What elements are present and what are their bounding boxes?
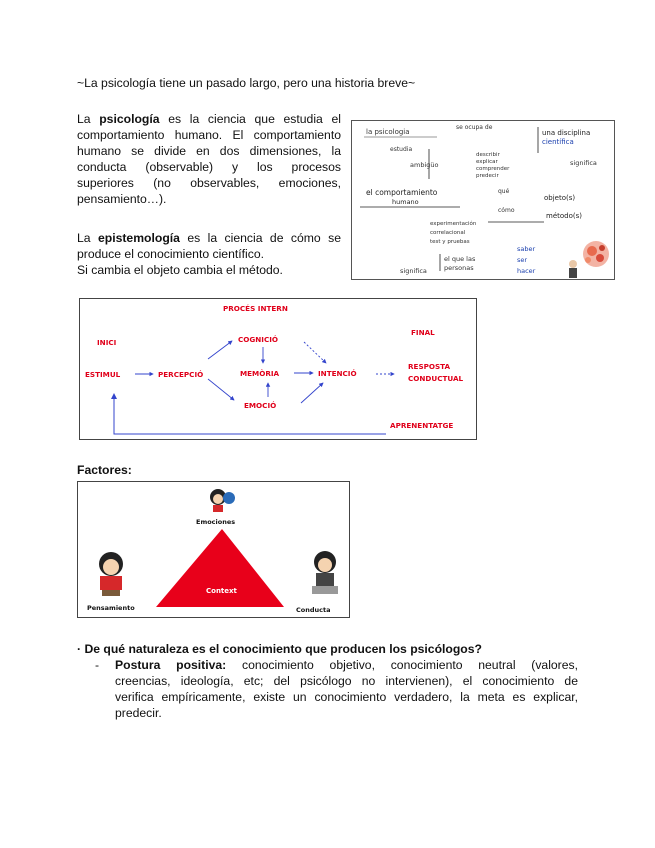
cm-bottom-left: significa [400, 267, 427, 275]
mafalda-emociones-figure [210, 489, 235, 512]
mafalda-pensamiento-figure [99, 552, 123, 596]
cm-note-4: predecir [476, 173, 499, 179]
factors-heading: Factores: [77, 463, 132, 477]
cm-como: cómo [498, 207, 515, 214]
psychology-line-4: conducta (observable) y los procesos [77, 160, 341, 174]
feedback-arrowhead [111, 393, 117, 399]
label-conducta: Conducta [296, 606, 331, 614]
cm-metodo: método(s) [546, 212, 582, 220]
arrow-cognicio-intencio [304, 342, 326, 363]
positive-stance-line-2: creencias, ideología, etc; del psicólogo no intervienen), el conocimiento de [115, 674, 578, 688]
cm-top-center: se ocupa de [456, 124, 493, 131]
cm-que: qué [498, 188, 510, 195]
cm-lower-1: experimentación [430, 221, 477, 227]
label-proces-intern: PROCÉS INTERN [223, 304, 288, 313]
cm-personas-2: personas [444, 264, 474, 272]
cm-br-2: ser [517, 256, 528, 264]
positive-stance-label: Postura positiva: [115, 658, 227, 672]
label-memoria: MEMÒRIA [240, 369, 280, 378]
cm-right-top-1: una disciplina [542, 129, 591, 137]
cm-comport-1: el comportamiento [366, 188, 438, 197]
question-text: De qué naturaleza es el conocimiento que producen los psicólogos? [84, 642, 482, 656]
label-final: FINAL [411, 328, 435, 337]
psychology-paragraph [77, 111, 341, 207]
cm-br-3: hacer [517, 267, 536, 275]
epistemology-line-1: La epistemología es la ciencia de cómo se [77, 231, 341, 245]
label-aprenentatge: APRENENTATGE [390, 421, 454, 430]
concept-map-image [351, 120, 615, 280]
psychology-line-3: humano se divide en dos dimensiones, la [77, 144, 341, 158]
psychology-line-6: pensamiento…). [77, 192, 167, 206]
label-pensamiento: Pensamiento [87, 604, 135, 612]
epistemology-paragraph [77, 230, 341, 278]
cm-lower-2: correlacional [430, 230, 466, 236]
psychology-line-2: comportamiento humano. El comportamiento [77, 128, 341, 142]
epistemology-term: epistemología [97, 231, 180, 245]
positive-stance-dash: - [95, 658, 100, 672]
cm-br-1: saber [517, 245, 536, 253]
positive-stance-line-4: predecir. [115, 706, 162, 720]
positive-stance-line-3: verifica empíricamente, existe un conocimiento verdadero, la meta es explicar, [115, 690, 578, 704]
label-inici: INICI [97, 338, 117, 347]
label-emociones: Emociones [196, 518, 236, 526]
cm-title-left: la psicologia [366, 128, 410, 136]
arrow-percepcio-emocio [208, 379, 234, 400]
cm-ambiguo: ambigüo [410, 161, 439, 169]
label-resposta-1: RESPOSTA [408, 362, 451, 371]
psychology-line-1: La psicología es la ciencia que estudia el [77, 112, 341, 126]
mafalda-conducta-figure [312, 551, 338, 594]
cm-lower-3: test y pruebas [430, 239, 470, 245]
cm-personas-1: el que las [444, 255, 476, 263]
arrow-emocio-intencio [301, 383, 323, 403]
intro-quote: ~La psicología tiene un pasado largo, pero una historia breve~ [77, 76, 416, 90]
cm-estudia: estudia [390, 146, 413, 153]
label-percepcio: PERCEPCIÓ [158, 370, 204, 379]
cm-comport-2: humano [392, 198, 419, 206]
context-triangle [156, 529, 284, 607]
cm-objeto: objeto(s) [544, 194, 576, 202]
label-estimul: ESTIMUL [85, 370, 121, 379]
label-resposta-2: CONDUCTUAL [408, 374, 464, 383]
label-emocio: EMOCIÓ [244, 401, 277, 410]
process-diagram [79, 298, 477, 440]
cm-note-2: explicar [476, 159, 498, 165]
positive-stance-block [115, 657, 578, 721]
cm-note-3: comprender [476, 166, 510, 172]
cm-note-1: describir [476, 152, 500, 158]
cm-significa: significa [570, 159, 597, 167]
psychology-term: psicología [99, 112, 160, 126]
brain-illustration [569, 241, 609, 278]
epistemology-line-2: produce el conocimiento científico. [77, 247, 264, 261]
epistemology-line-3: Si cambia el objeto cambia el método. [77, 263, 283, 277]
question-bullet: · [77, 642, 82, 656]
psychology-line-5: superiores (no observables, emociones, [77, 176, 341, 190]
label-intencio: INTENCIÓ [318, 369, 357, 378]
question-line [77, 641, 482, 657]
label-cognicio: COGNICIÓ [238, 335, 279, 344]
label-context: Context [206, 587, 237, 595]
positive-stance-line-1: Postura positiva: conocimiento objetivo, conocimiento neutral (valores, [115, 658, 579, 672]
factors-diagram [77, 481, 350, 618]
cm-right-top-2: científica [542, 138, 574, 146]
arrow-percepcio-cognicio [208, 341, 232, 359]
